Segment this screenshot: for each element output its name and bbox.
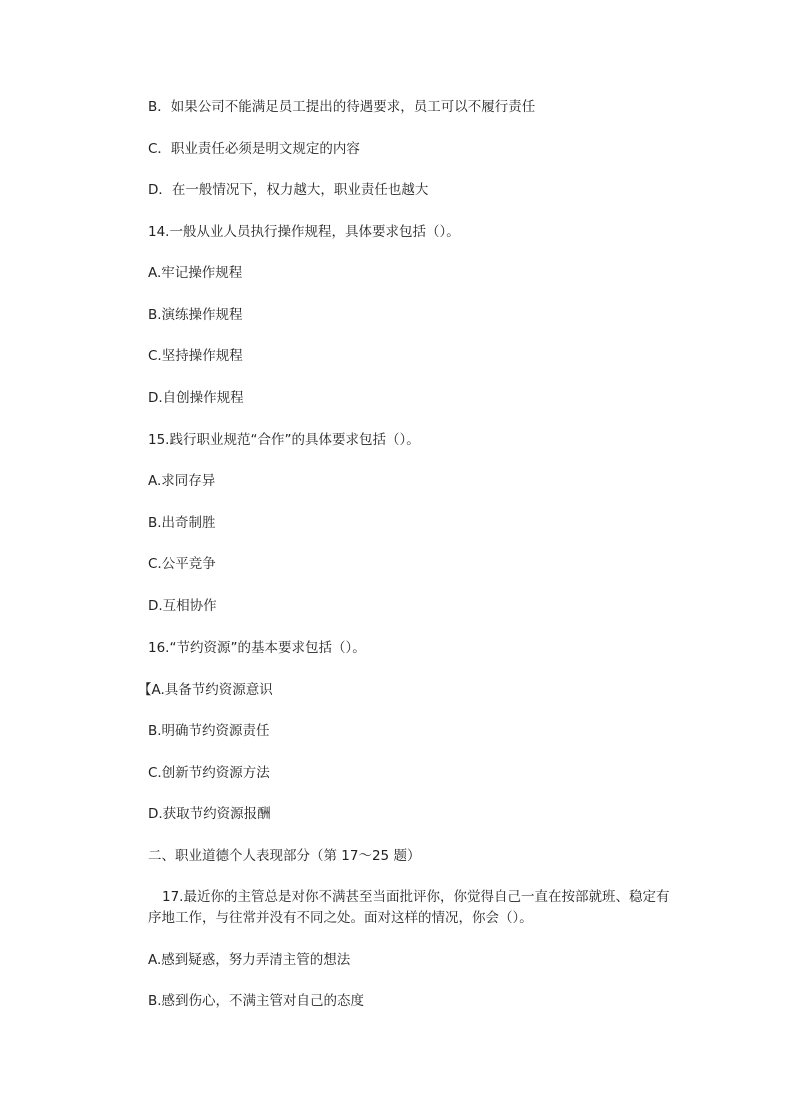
option-16c: C.创新节约资源方法	[148, 765, 270, 781]
option-17b: B.感到伤心，不满主管对自己的态度	[148, 993, 365, 1009]
option-14d: D.自创操作规程	[148, 390, 244, 406]
option-15c: C.公平竞争	[148, 556, 216, 572]
question-17-line2: 序地工作，与往常并没有不同之处。面对这样的情况，你会（）。	[148, 910, 533, 926]
option-15d: D.互相协作	[148, 598, 217, 614]
question-17-line1: 17.最近你的主管总是对你不满甚至当面批评你，你觉得自己一直在按部就班、稳定有	[162, 889, 670, 905]
option-13d: D．在一般情况下，权力越大，职业责任也越大	[148, 182, 429, 198]
option-16b: B.明确节约资源责任	[148, 723, 270, 739]
section-heading: 二、职业道德个人表现部分（第 17～25 题）	[148, 848, 421, 864]
question-14: 14.一般从业人员执行操作规程，具体要求包括（）。	[148, 224, 460, 240]
question-16: 16.“节约资源”的基本要求包括（）。	[148, 640, 366, 656]
option-15a: A.求同存异	[148, 473, 216, 489]
option-14c: C.坚持操作规程	[148, 348, 243, 364]
option-16d: D.获取节约资源报酬	[148, 806, 271, 822]
question-15: 15.践行职业规范“合作”的具体要求包括（）。	[148, 432, 420, 448]
option-16a: 【A.具备节约资源意识	[138, 682, 273, 698]
option-15b: B.出奇制胜	[148, 515, 216, 531]
option-13b: B．如果公司不能满足员工提出的待遇要求，员工可以不履行责任	[148, 99, 536, 115]
option-14a: A.牢记操作规程	[148, 265, 243, 281]
option-13c: C．职业责任必须是明文规定的内容	[148, 141, 360, 157]
option-17a: A.感到疑惑，努力弄清主管的想法	[148, 952, 351, 968]
option-14b: B.演练操作规程	[148, 307, 243, 323]
